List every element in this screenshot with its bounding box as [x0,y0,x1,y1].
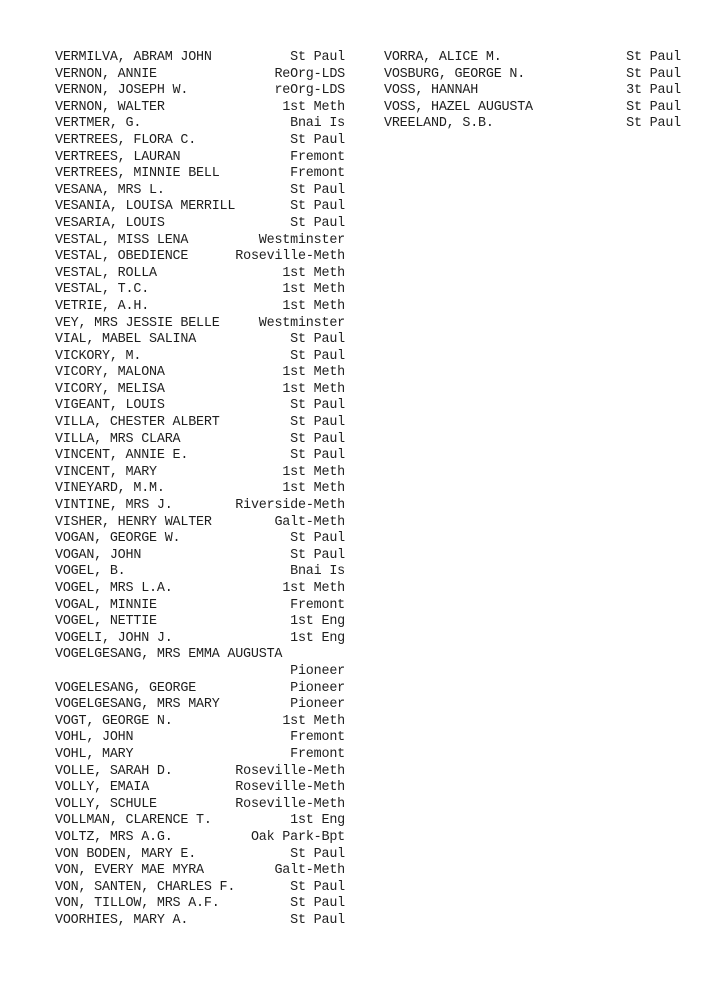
directory-entry [55,581,355,598]
entry-name: VOLLY, SCHULE [55,796,157,812]
entry-name: VOGEL, B. [55,564,126,580]
directory-entry [55,697,355,714]
directory-entry [55,249,355,266]
entry-church: St Paul [626,116,681,132]
entry-church: St Paul [290,448,345,464]
entry-name: VINCENT, MARY [55,464,157,480]
entry-church: Roseville-Meth [235,249,345,265]
entry-church: St Paul [290,846,345,862]
directory-entry [55,647,355,680]
entry-name: VESANA, MRS L. [55,182,165,198]
directory-entry [55,681,355,698]
entry-church: 1st Eng [290,630,345,646]
entry-church: 1st Meth [282,282,345,298]
directory-entry [55,116,355,133]
entry-church: Fremont [290,730,345,746]
entry-church: 1st Meth [282,713,345,729]
entry-name: VOLLY, EMAIA [55,780,150,796]
entry-name: VERTMER, G. [55,116,142,132]
entry-name: VOGELGESANG, MRS MARY [55,697,220,713]
directory-entry [55,415,355,432]
entry-church: 1st Meth [282,464,345,480]
directory-entry [55,465,355,482]
directory-entry [384,50,684,67]
entry-name: VESTAL, MISS LENA [55,232,189,248]
entry-name: VON, TILLOW, MRS A.F. [55,896,220,912]
directory-entry [55,199,355,216]
entry-church: St Paul [290,896,345,912]
directory-entry [55,813,355,830]
entry-church: 1st Meth [282,381,345,397]
entry-church: Galt-Meth [274,863,345,879]
directory-entry [55,714,355,731]
directory-entry [55,133,355,150]
entry-church: 1st Meth [282,581,345,596]
entry-name: VIAL, MABEL SALINA [55,332,197,348]
entry-church: St Paul [290,348,345,364]
directory-entry [55,548,355,565]
entry-church: Fremont [290,166,345,182]
entry-church: Pioneer [290,663,345,679]
entry-church: 1st Eng [290,614,345,630]
entry-name: VOSS, HANNAH [384,83,479,99]
entry-church: Riverside-Meth [235,498,345,514]
directory-entry [55,564,355,581]
entry-name: VERNON, ANNIE [55,66,157,82]
entry-church: St Paul [290,398,345,414]
entry-church: St Paul [290,332,345,348]
entry-church: 1st Meth [282,365,345,381]
entry-church: St Paul [290,50,345,65]
entry-church: St Paul [290,547,345,563]
entry-church: St Paul [290,431,345,447]
directory-entry [55,150,355,167]
entry-church: reOrg-LDS [274,83,345,99]
entry-church: ReOrg-LDS [274,66,345,82]
entry-name: VOGAN, GEORGE W. [55,531,181,547]
directory-entry [55,216,355,233]
directory-entry [384,100,684,117]
directory-entry [55,67,355,84]
entry-name: VERTREES, MINNIE BELL [55,166,220,182]
directory-entry [55,481,355,498]
directory-entry [55,100,355,117]
directory-entry [55,299,355,316]
entry-church: Pioneer [290,697,345,713]
entry-church: St Paul [290,415,345,431]
directory-entry [55,316,355,333]
entry-church: St Paul [290,531,345,547]
entry-name: VOGELGESANG, MRS EMMA AUGUSTA [55,647,283,663]
entry-name: VERTREES, FLORA C. [55,132,197,148]
entry-name: VINCENT, ANNIE E. [55,448,189,464]
directory-entry [55,498,355,515]
entry-name: VESARIA, LOUIS [55,215,165,231]
directory-entry [55,531,355,548]
entry-name: VERTREES, LAURAN [55,149,181,165]
directory-entry [55,233,355,250]
directory-entry [55,83,355,100]
directory-entry [55,382,355,399]
entry-church: St Paul [290,132,345,148]
left-column [55,50,355,929]
entry-name: VILLA, MRS CLARA [55,431,181,447]
entry-church: 1st Meth [282,265,345,281]
right-column [384,50,684,133]
directory-entry [55,896,355,913]
entry-name: VETRIE, A.H. [55,298,150,314]
entry-name: VIGEANT, LOUIS [55,398,165,414]
directory-entry [55,780,355,797]
entry-name: VINEYARD, M.M. [55,481,165,497]
entry-church: Pioneer [290,680,345,696]
entry-church: Roseville-Meth [235,763,345,779]
entry-name: VILLA, CHESTER ALBERT [55,415,220,431]
entry-church: Westminster [258,315,345,331]
directory-entry [384,67,684,84]
entry-church: St Paul [290,879,345,895]
directory-entry [55,398,355,415]
directory-entry [55,830,355,847]
entry-name: VOGT, GEORGE N. [55,713,173,729]
entry-name: VOLLMAN, CLARENCE T. [55,813,212,829]
entry-name: VERNON, JOSEPH W. [55,83,189,99]
entry-church: 3t Paul [626,83,681,99]
directory-entry [55,349,355,366]
entry-name: VOGELESANG, GEORGE [55,680,197,696]
directory-entry [55,847,355,864]
entry-name: VISHER, HENRY WALTER [55,514,212,530]
directory-entry [55,797,355,814]
entry-name: VESANIA, LOUISA MERRILL [55,199,236,215]
directory-entry [55,764,355,781]
directory-entry [55,332,355,349]
entry-name: VICORY, MELISA [55,381,165,397]
entry-church: Bnai Is [290,564,345,580]
directory-entry [55,50,355,67]
entry-church: Westminster [258,232,345,248]
directory-entry [55,863,355,880]
entry-name: VESTAL, OBEDIENCE [55,249,189,265]
entry-church: Roseville-Meth [235,796,345,812]
entry-church: Fremont [290,597,345,613]
directory-entry [55,432,355,449]
entry-name: VOHL, MARY [55,746,134,762]
directory-entry [55,448,355,465]
directory-entry [55,631,355,648]
entry-church: Bnai Is [290,116,345,132]
directory-entry [55,880,355,897]
entry-church: St Paul [290,215,345,231]
entry-church: 1st Meth [282,99,345,115]
entry-name: VERMILVA, ABRAM JOHN [55,50,212,65]
entry-name: VOGEL, NETTIE [55,614,157,630]
directory-entry [55,183,355,200]
entry-name: VEY, MRS JESSIE BELLE [55,315,220,331]
directory-entry [384,83,684,100]
directory-entry [55,515,355,532]
entry-name: VERNON, WALTER [55,99,165,115]
directory-entry [55,913,355,930]
entry-name: VICKORY, M. [55,348,142,364]
entry-name: VOGAL, MINNIE [55,597,157,613]
entry-church: Oak Park-Bpt [250,829,345,845]
directory-entry [55,365,355,382]
entry-name: VON, EVERY MAE MYRA [55,863,204,879]
directory-entry [55,730,355,747]
entry-name: VINTINE, MRS J. [55,498,173,514]
entry-name: VOLTZ, MRS A.G. [55,829,173,845]
entry-church: St Paul [626,99,681,115]
entry-name: VOHL, JOHN [55,730,134,746]
entry-name: VREELAND, S.B. [384,116,494,132]
entry-church: St Paul [290,182,345,198]
entry-name: VON BODEN, MARY E. [55,846,197,862]
entry-church: Fremont [290,149,345,165]
entry-name: VORRA, ALICE M. [384,50,502,65]
entry-church: 1st Meth [282,481,345,497]
entry-church: St Paul [290,199,345,215]
directory-entry [384,116,684,133]
entry-name: VOGAN, JOHN [55,547,142,563]
entry-church: Roseville-Meth [235,780,345,796]
entry-name: VOSBURG, GEORGE N. [384,66,526,82]
directory-entry [55,747,355,764]
entry-name: VOSS, HAZEL AUGUSTA [384,99,533,115]
entry-name: VOORHIES, MARY A. [55,912,189,928]
entry-church: 1st Eng [290,813,345,829]
entry-church: Galt-Meth [274,514,345,530]
directory-entry [55,166,355,183]
entry-church: St Paul [626,66,681,82]
entry-name: VOLLE, SARAH D. [55,763,173,779]
entry-church: St Paul [626,50,681,65]
entry-name: VICORY, MALONA [55,365,165,381]
entry-church: St Paul [290,912,345,928]
directory-entry [55,598,355,615]
entry-name: VESTAL, ROLLA [55,265,157,281]
directory-entry [55,614,355,631]
entry-church: 1st Meth [282,298,345,314]
entry-name: VOGELI, JOHN J. [55,630,173,646]
entry-name: VON, SANTEN, CHARLES F. [55,879,236,895]
entry-name: VOGEL, MRS L.A. [55,581,173,596]
directory-entry [55,282,355,299]
directory-entry [55,266,355,283]
entry-church: Fremont [290,746,345,762]
entry-name: VESTAL, T.C. [55,282,150,298]
